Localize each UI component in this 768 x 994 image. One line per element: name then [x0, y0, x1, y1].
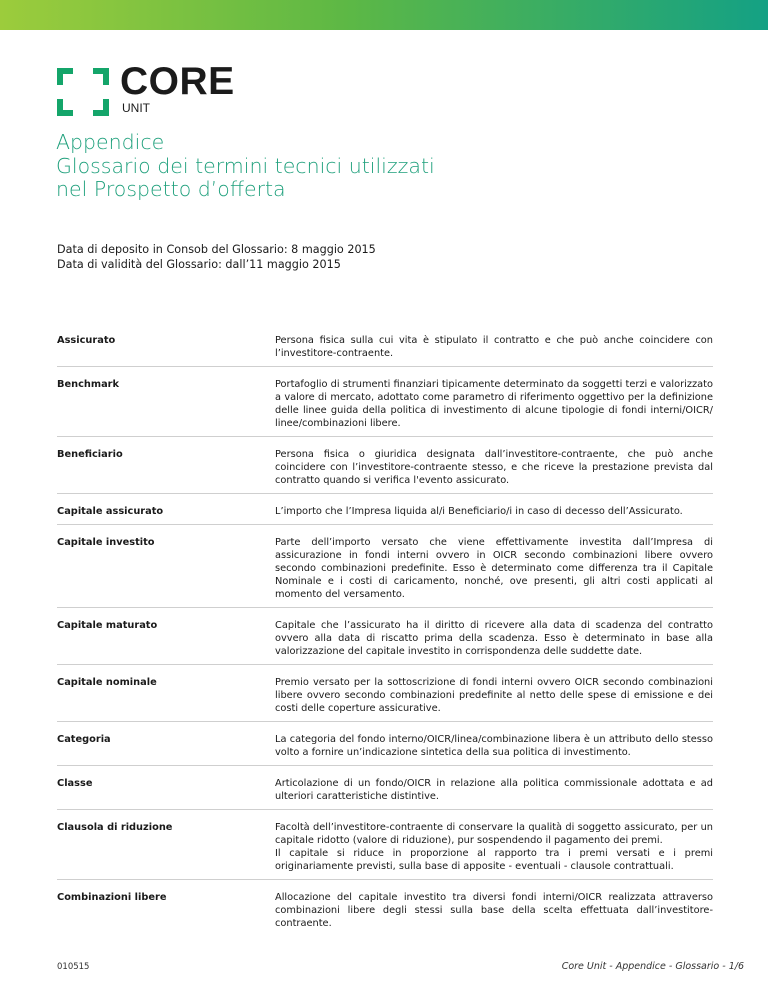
glossary-definition: Parte dell’importo versato che viene effettivamente investita dall’Impresa di assicurazione in fondi interni ovvero in OICR secondo combinazioni libere ovvero secondo combinazioni predefinite. Esso è determinato come differenza tra il Capitale Nominale e i costi di caricamento, nonché, ove presenti, gli altri costi applicati al momento del versamento. — [275, 537, 713, 600]
glossary-entry — [57, 721, 713, 765]
deposit-date: Data di deposito in Consob del Glossario: 8 maggio 2015 — [57, 243, 376, 256]
glossary-entry — [57, 607, 713, 664]
footer-code: 010515 — [57, 962, 90, 972]
glossary-term: Combinazioni libere — [57, 892, 167, 903]
glossary-term: Assicurato — [57, 335, 116, 346]
glossary-term: Categoria — [57, 734, 111, 745]
glossary-entry — [57, 324, 713, 366]
glossary-definition: Articolazione di un fondo/OICR in relazione alla politica commissionale adottata e ad ulteriori caratteristiche distintive. — [275, 778, 713, 802]
glossary-table — [57, 324, 713, 936]
glossary-term: Capitale assicurato — [57, 506, 164, 517]
glossary-entry — [57, 493, 713, 524]
page-title — [56, 131, 736, 202]
title-line-1: Appendice — [56, 130, 165, 154]
title-line-2: Glossario dei termini tecnici utilizzati — [56, 153, 435, 178]
glossary-term: Capitale nominale — [57, 677, 157, 688]
glossary-entry — [57, 765, 713, 809]
glossary-definition: Persona fisica o giuridica designata dall’investitore-contraente, che può anche coincidere con l’investitore-contraente stesso, e che riceve la prestazione prevista dal contratto quando si verifica l'evento assicurato. — [275, 449, 713, 486]
top-gradient-bar — [0, 0, 768, 30]
glossary-definition: Premio versato per la sottoscrizione di fondi interni ovvero OICR secondo combinazioni libere ovvero secondo combinazioni predefinite al netto delle spese di emissione e dei costi delle coperture assicurative. — [275, 677, 713, 714]
core-unit-bracket-icon — [57, 68, 109, 116]
glossary-term: Benchmark — [57, 379, 120, 390]
glossary-entry — [57, 809, 713, 879]
glossary-definition: La categoria del fondo interno/OICR/linea/combinazione libera è un attributo dello stesso volto a fornire un’indicazione sintetica della sua politica di investimento. — [275, 734, 713, 758]
glossary-term: Classe — [57, 778, 93, 789]
footer-page-label: Core Unit - Appendice - Glossario - 1/6 — [561, 961, 744, 972]
core-unit-logo — [57, 60, 257, 118]
glossary-definition: L’importo che l’Impresa liquida al/i Beneficiario/i in caso di decesso dell’Assicurato. — [275, 506, 683, 517]
glossary-entry — [57, 664, 713, 721]
glossary-term: Capitale investito — [57, 537, 155, 548]
logo-subname: UNIT — [122, 101, 150, 115]
title-line-3: nel Prospetto d’offerta — [56, 177, 286, 201]
glossary-entry — [57, 436, 713, 493]
glossary-definition: Persona fisica sulla cui vita è stipulato il contratto e che può anche coincidere con l’investitore-contraente. — [275, 335, 713, 359]
glossary-term: Capitale maturato — [57, 620, 158, 631]
glossary-definition: Capitale che l’assicurato ha il diritto di ricevere alla data di scadenza del contratto ovvero alla data di riscatto prima della scadenza. Esso è determinato in base alla valorizzazione del capitale investito in corrispondenza delle suddette date. — [275, 620, 713, 657]
glossary-definition: Allocazione del capitale investito tra diversi fondi interni/OICR realizzata attraverso combinazioni libere degli stessi sulla base della scelta effettuata dall’investitore-contraente. — [275, 892, 713, 929]
logo-name: CORE — [120, 60, 235, 103]
glossary-term: Clausola di riduzione — [57, 822, 173, 833]
document-dates — [57, 242, 376, 272]
glossary-definition: Facoltà dell’investitore-contraente di conservare la qualità di soggetto assicurato, per un capitale ridotto (valore di riduzione), pur sospendendo il pagamento dei premi. Il capitale si riduce in proporzione al rapporto tra i premi versati e i premi originariamente previsti, sulla base di apposite - eventuali - clausole contrattuali. — [275, 822, 713, 872]
validity-date: Data di validità del Glossario: dall’11 maggio 2015 — [57, 258, 341, 271]
glossary-entry — [57, 366, 713, 436]
glossary-entry — [57, 524, 713, 607]
glossary-term: Beneficiario — [57, 449, 123, 460]
glossary-entry — [57, 879, 713, 936]
glossary-definition: Portafoglio di strumenti finanziari tipicamente determinato da soggetti terzi e valorizzato a valore di mercato, adottato come parametro di riferimento oggettivo per la definizione delle linee guida della politica di investimento di alcune tipologie di fondi interni/OICR/ linee/combinazioni libere. — [275, 379, 713, 429]
